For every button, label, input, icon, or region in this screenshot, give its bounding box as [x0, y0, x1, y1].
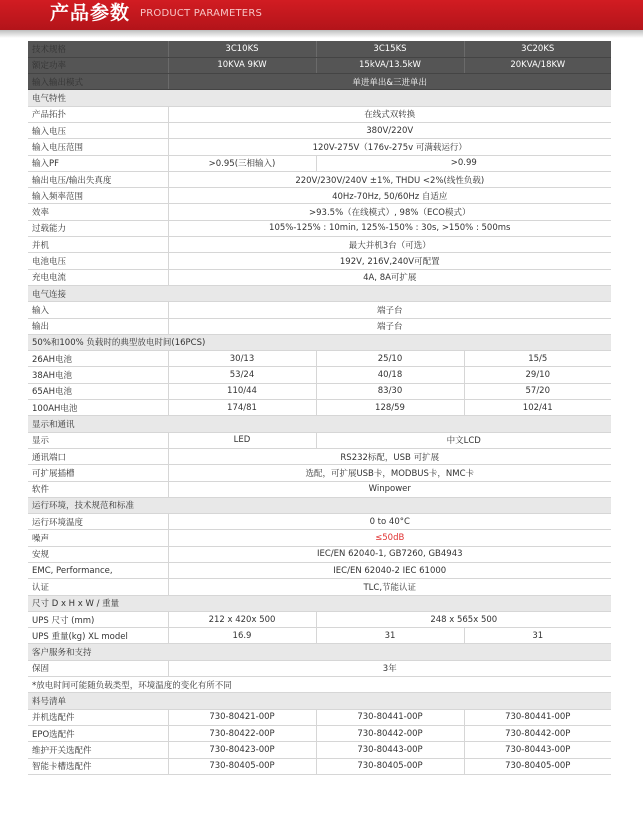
value-cell: 16.9 [168, 628, 316, 644]
value-cell: 110/44 [168, 383, 316, 399]
section-title: 客户服务和支持 [28, 644, 611, 660]
value-cell: 730-80421-00P [168, 709, 316, 725]
table-row [28, 481, 611, 497]
table-row [28, 351, 611, 367]
rated-power-row [28, 57, 611, 73]
section-title: 尺寸 D x H x W / 重量 [28, 595, 611, 611]
value-cell: 128/59 [316, 400, 464, 416]
row-label: 并机选配件 [28, 709, 168, 725]
value-cell: 端子台 [168, 302, 611, 318]
banner-title: 产品参数 [50, 2, 131, 24]
value-cell: 730-80405-00P [316, 758, 464, 774]
row-label: 技术规格 [28, 41, 168, 57]
row-label: 通讯端口 [28, 448, 168, 464]
row-label: UPS 重量(kg) XL model [28, 628, 168, 644]
row-label: 并机 [28, 237, 168, 253]
value-cell: 30/13 [168, 351, 316, 367]
value-cell: 730-80443-00P [316, 742, 464, 758]
spec-table [28, 41, 611, 775]
value-cell: 192V, 216V,240V可配置 [168, 253, 611, 269]
table-row [28, 318, 611, 334]
value-cell: IEC/EN 62040-1, GB7260, GB4943 [168, 546, 611, 562]
table-row [28, 530, 611, 546]
section-header [28, 693, 611, 709]
row-label: 输入电压范围 [28, 139, 168, 155]
section-title: 料号清单 [28, 693, 611, 709]
table-row [28, 302, 611, 318]
header-banner [0, 0, 643, 30]
table-row [28, 742, 611, 758]
section-header [28, 416, 611, 432]
row-label: 软件 [28, 481, 168, 497]
value-cell: 在线式双转换 [168, 106, 611, 122]
row-label: 输入频率范围 [28, 188, 168, 204]
value-cell: 730-80422-00P [168, 725, 316, 741]
value-cell: 29/10 [464, 367, 611, 383]
value-cell: 20KVA/18KW [464, 57, 611, 73]
table-row [28, 448, 611, 464]
value-cell: IEC/EN 62040-2 IEC 61000 [168, 563, 611, 579]
table-row [28, 188, 611, 204]
value-cell: 0 to 40°C [168, 514, 611, 530]
value-cell: 57/20 [464, 383, 611, 399]
row-label: 保固 [28, 660, 168, 676]
row-label: 输出 [28, 318, 168, 334]
model-cell: 3C20KS [464, 41, 611, 57]
banner-shadow [0, 30, 643, 38]
table-row [28, 432, 611, 448]
row-label: 38AH电池 [28, 367, 168, 383]
table-row [28, 514, 611, 530]
value-cell: 730-80442-00P [316, 725, 464, 741]
value-cell: 380V/220V [168, 122, 611, 138]
value-cell: 105%-125% : 10min, 125%-150% : 30s, >150% : 500ms [168, 220, 611, 236]
table-row [28, 253, 611, 269]
section-title: 显示和通讯 [28, 416, 611, 432]
model-cell: 3C15KS [316, 41, 464, 57]
value-cell: 单进单出&三进单出 [168, 74, 611, 90]
value-cell: 120V-275V（176v-275v 可满载运行） [168, 139, 611, 155]
value-cell: 730-80405-00P [168, 758, 316, 774]
row-label: EPO选配件 [28, 725, 168, 741]
value-cell: 端子台 [168, 318, 611, 334]
row-label: 输入输出模式 [28, 74, 168, 90]
row-label: 智能卡槽选配件 [28, 758, 168, 774]
row-label: 认证 [28, 579, 168, 595]
noise-value: ≤50dB [168, 530, 611, 546]
section-header [28, 334, 611, 350]
table-row [28, 709, 611, 725]
table-row [28, 106, 611, 122]
row-label: 65AH电池 [28, 383, 168, 399]
value-cell: 53/24 [168, 367, 316, 383]
table-row [28, 139, 611, 155]
table-row [28, 171, 611, 187]
section-title: 50%和100% 负载时的典型放电时间(16PCS) [28, 334, 611, 350]
value-cell: 25/10 [316, 351, 464, 367]
value-cell: RS232标配，USB 可扩展 [168, 448, 611, 464]
section-title: 电气特性 [28, 90, 611, 106]
value-cell: >93.5%（在线模式）, 98%（ECO模式） [168, 204, 611, 220]
section-header [28, 644, 611, 660]
table-header-row [28, 41, 611, 57]
value-cell: 248 x 565x 500 [316, 611, 611, 627]
value-cell: 40/18 [316, 367, 464, 383]
row-label: 26AH电池 [28, 351, 168, 367]
table-row [28, 611, 611, 627]
value-cell: 730-80441-00P [464, 709, 611, 725]
section-header [28, 90, 611, 106]
row-label: 100AH电池 [28, 400, 168, 416]
row-label: 噪声 [28, 530, 168, 546]
row-label: 输入 [28, 302, 168, 318]
row-label: 可扩展插槽 [28, 465, 168, 481]
section-header [28, 285, 611, 301]
row-label: EMC, Performance, [28, 563, 168, 579]
table-row [28, 546, 611, 562]
table-row [28, 122, 611, 138]
table-row [28, 367, 611, 383]
value-cell: 220V/230V/240V ±1%, THDU <2%(线性负载) [168, 171, 611, 187]
table-row [28, 579, 611, 595]
table-row [28, 725, 611, 741]
table-row [28, 660, 611, 676]
row-label: 额定功率 [28, 57, 168, 73]
row-label: 显示 [28, 432, 168, 448]
table-row [28, 269, 611, 285]
value-cell: 730-80443-00P [464, 742, 611, 758]
value-cell: 174/81 [168, 400, 316, 416]
value-cell: 102/41 [464, 400, 611, 416]
value-cell: TLC,节能认证 [168, 579, 611, 595]
row-label: 输出电压/输出失真度 [28, 171, 168, 187]
value-cell: 212 x 420x 500 [168, 611, 316, 627]
value-cell: 83/30 [316, 383, 464, 399]
table-row [28, 204, 611, 220]
row-label: 充电电流 [28, 269, 168, 285]
value-cell: 10KVA 9KW [168, 57, 316, 73]
value-cell: 中文LCD [316, 432, 611, 448]
row-label: UPS 尺寸 (mm) [28, 611, 168, 627]
model-cell: 3C10KS [168, 41, 316, 57]
value-cell: 730-80441-00P [316, 709, 464, 725]
table-row [28, 628, 611, 644]
value-cell: 15kVA/13.5kW [316, 57, 464, 73]
table-row [28, 237, 611, 253]
value-cell: 730-80442-00P [464, 725, 611, 741]
value-cell: >0.95(三相输入) [168, 155, 316, 171]
row-label: 安规 [28, 546, 168, 562]
value-cell: 31 [464, 628, 611, 644]
value-cell: 730-80405-00P [464, 758, 611, 774]
io-mode-row [28, 74, 611, 90]
banner-subtitle: PRODUCT PARAMETERS [140, 8, 263, 19]
section-header [28, 497, 611, 513]
table-row [28, 400, 611, 416]
value-cell: 选配，可扩展USB卡，MODBUS卡，NMC卡 [168, 465, 611, 481]
row-label: 运行环境温度 [28, 514, 168, 530]
section-title: 运行环境，技术规范和标准 [28, 497, 611, 513]
value-cell: 40Hz-70Hz, 50/60Hz 自适应 [168, 188, 611, 204]
footnote: *放电时间可能随负载类型，环境温度的变化有所不同 [28, 677, 611, 693]
value-cell: 4A, 8A可扩展 [168, 269, 611, 285]
value-cell: 3年 [168, 660, 611, 676]
value-cell: 最大并机3台（可选） [168, 237, 611, 253]
row-label: 过载能力 [28, 220, 168, 236]
footnote-row [28, 677, 611, 693]
table-row [28, 563, 611, 579]
value-cell: Winpower [168, 481, 611, 497]
value-cell: 730-80423-00P [168, 742, 316, 758]
value-cell: >0.99 [316, 155, 611, 171]
row-label: 产品拓扑 [28, 106, 168, 122]
table-row [28, 220, 611, 236]
table-row [28, 383, 611, 399]
value-cell: 31 [316, 628, 464, 644]
section-header [28, 595, 611, 611]
table-row [28, 465, 611, 481]
value-cell: LED [168, 432, 316, 448]
section-title: 电气连接 [28, 285, 611, 301]
row-label: 输入电压 [28, 122, 168, 138]
row-label: 效率 [28, 204, 168, 220]
row-label: 输入PF [28, 155, 168, 171]
table-row [28, 155, 611, 171]
table-row [28, 758, 611, 774]
row-label: 维护开关选配件 [28, 742, 168, 758]
row-label: 电池电压 [28, 253, 168, 269]
value-cell: 15/5 [464, 351, 611, 367]
